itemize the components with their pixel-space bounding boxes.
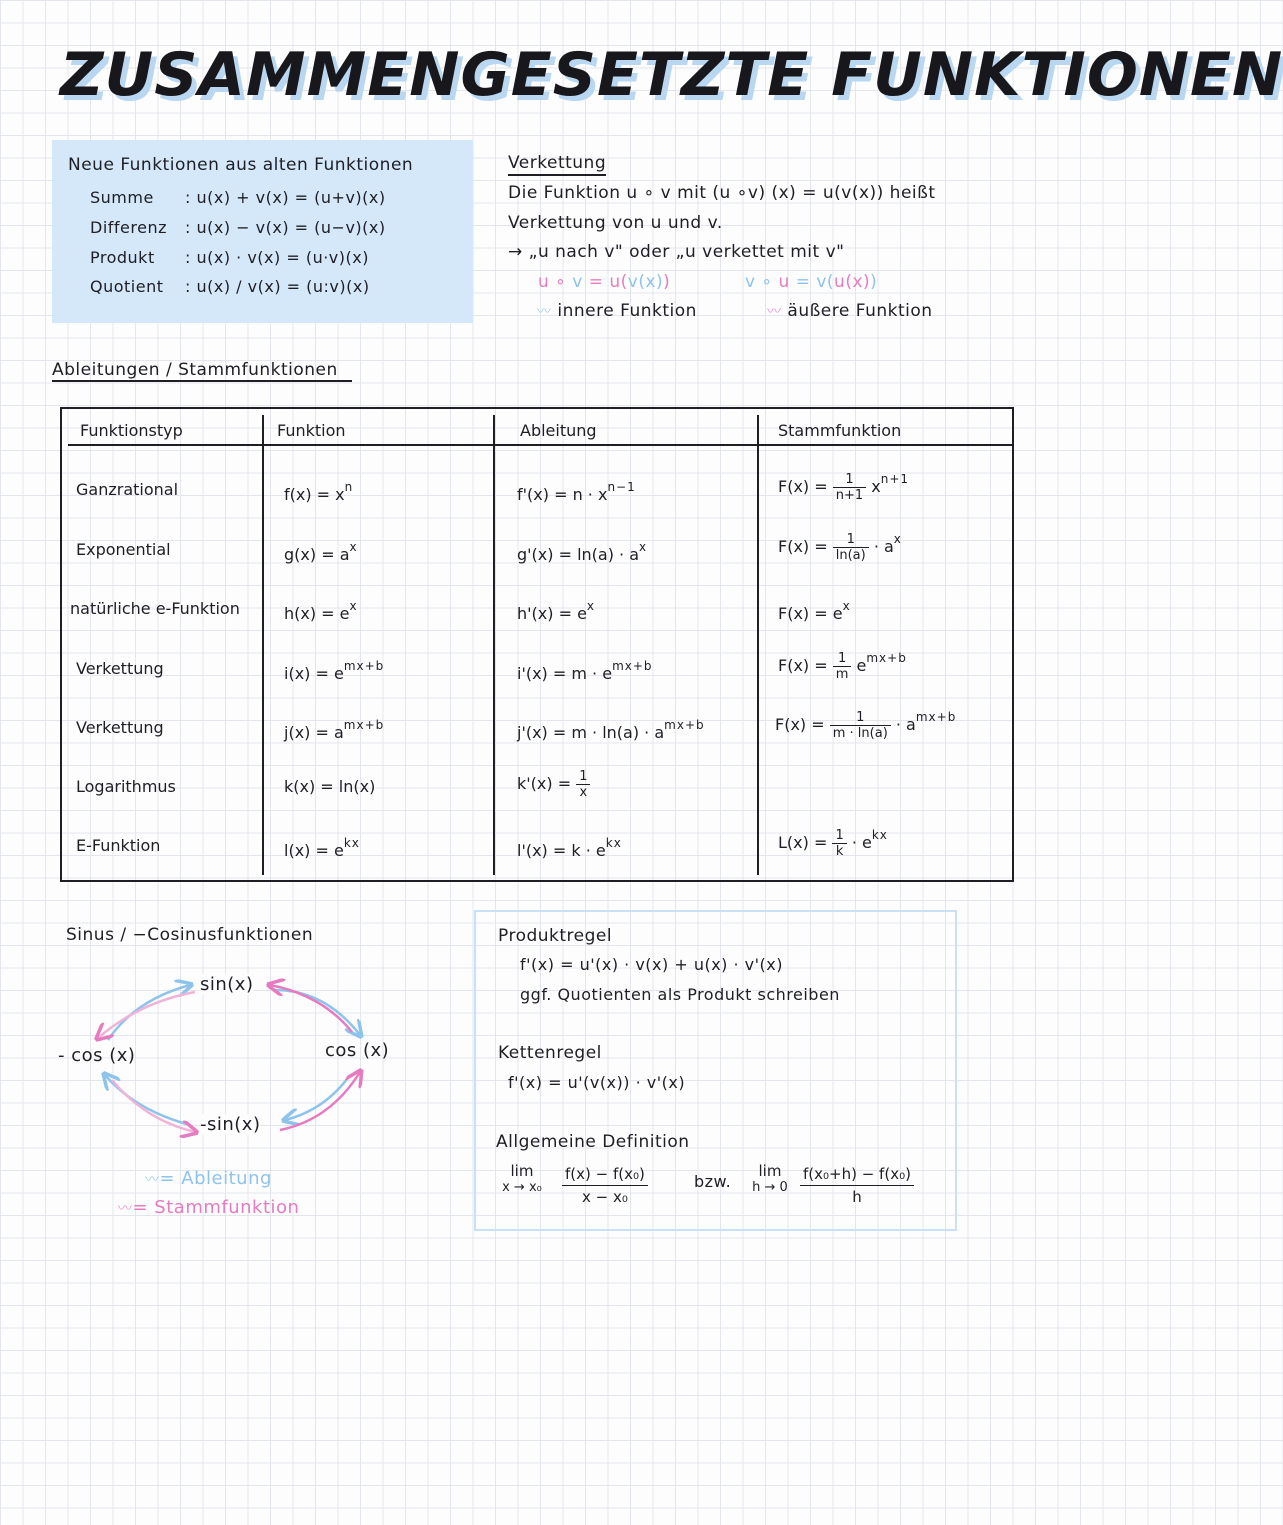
neg-sin-label: -sin(x) [200, 1114, 261, 1135]
row-ableitung: $f'(x) = n \cdot x^{n-1}$ [517, 480, 636, 504]
verkettung-line1: Die Funktion u ∘ v mit (u ∘v) (x) = u(v(x)) heißt [508, 183, 936, 203]
differenz-formula: : u(x) − v(x) = (u−v)(x) [185, 218, 386, 237]
produktregel-heading: Produktregel [498, 926, 613, 946]
definition-heading: Allgemeine Definition [496, 1132, 690, 1152]
arrow-sin-to-negcos [98, 992, 195, 1038]
row-stammfunktion: F(x) = $\frac{1}{n+1}$ $x^{n+1}$ [778, 472, 910, 503]
row-ableitung: $i'(x) = m \cdot e^{mx+b}$ [517, 659, 653, 683]
cos-label: cos (x) [325, 1040, 390, 1061]
row-typ: Exponential [76, 540, 171, 559]
verkettung-example-2: v ∘ u = v(u(x)) [745, 272, 878, 292]
verkettung-example-1: u ∘ v = u(v(x)) [538, 272, 671, 292]
lim-1: lim x → x₀ [502, 1162, 542, 1195]
row-funktion: $g(x) = a^x$ [284, 540, 358, 564]
lim-2: lim h → 0 [752, 1162, 788, 1195]
header-funktionstyp: Funktionstyp [80, 421, 183, 440]
produktregel-formula: f'(x) = u'(x) · v(x) + u(x) · v'(x) [520, 955, 783, 974]
row-ableitung: $l'(x) = k \cdot e^{kx}$ [517, 836, 622, 860]
quotient-label: Quotient [90, 277, 164, 296]
summe-formula: : u(x) + v(x) = (u+v)(x) [185, 188, 386, 207]
produkt-label: Produkt [90, 248, 155, 267]
header-stammfunktion: Stammfunktion [778, 421, 902, 440]
wave-blue-icon: 〰 [537, 304, 552, 320]
quotient-formula: : u(x) / v(x) = (u:v)(x) [185, 277, 370, 296]
row-stammfunktion: L(x) = $\frac{1}{k}$ · $e^{kx}$ [778, 828, 888, 859]
neue-funktionen-heading: Neue Funktionen aus alten Funktionen [68, 155, 414, 175]
row-funktion: $j(x) = a^{mx+b}$ [284, 718, 385, 742]
row-ableitung: $g'(x) = \ln(a) \cdot a^x$ [517, 540, 648, 564]
row-stammfunktion: F(x) = $\frac{1}{m \cdot \ln(a)}$ · $a^{mx+b}$ [775, 710, 957, 741]
row-ableitung: $j'(x) = m \cdot \ln(a) \cdot a^{mx+b}$ [517, 718, 705, 742]
arrow-cos-to-sin [270, 985, 352, 1032]
ableitungen-heading: Ableitungen / Stammfunktionen [52, 360, 352, 382]
table-divider [757, 415, 759, 875]
row-typ: Ganzrational [76, 480, 179, 499]
row-funktion: $l(x) = e^{kx}$ [284, 836, 360, 860]
definition-fraction-2: $\frac{\text{f(x₀+h) − f(x₀)}}{h}$ [800, 1163, 914, 1208]
arrow-negcos-to-negsin [112, 1080, 195, 1132]
row-typ: Verkettung [76, 718, 164, 737]
row-funktion: $i(x) = e^{mx+b}$ [284, 659, 385, 683]
wave-blue-icon: 〰 [145, 1172, 160, 1188]
row-funktion: k(x) = ln(x) [284, 777, 376, 796]
produktregel-note: ggf. Quotienten als Produkt schreiben [520, 985, 840, 1004]
arrow-negcos-to-sin [108, 985, 190, 1040]
verkettung-line3: → „u nach v" oder „u verkettet mit v" [508, 242, 845, 262]
sinus-heading: Sinus / −Cosinusfunktionen [66, 925, 314, 945]
definition-fraction-1: $\frac{\text{f(x) − f(x₀)}}{\text{x − x₀}}$ [562, 1163, 648, 1208]
kettenregel-formula: f'(x) = u'(v(x)) · v'(x) [508, 1073, 686, 1092]
table-divider [493, 415, 495, 875]
verkettung-heading: Verkettung [508, 153, 606, 173]
row-stammfunktion: $F(x) = e^x$ [778, 599, 851, 623]
row-stammfunktion: F(x) = $\frac{1}{m}$ $e^{mx+b}$ [778, 651, 907, 682]
row-typ: Logarithmus [76, 777, 176, 796]
row-typ: E-Funktion [76, 836, 161, 855]
row-typ: Verkettung [76, 659, 164, 678]
neg-cos-label: - cos (x) [58, 1045, 136, 1066]
row-funktion: $h(x) = e^x$ [284, 599, 358, 623]
kettenregel-heading: Kettenregel [498, 1043, 602, 1063]
header-funktion: Funktion [277, 421, 346, 440]
row-typ: natürliche e-Funktion [70, 599, 240, 618]
row-ableitung: $h'(x) = e^x$ [517, 599, 596, 623]
table-header-line [68, 444, 1012, 446]
legend-ableitung: 〰= Ableitung [145, 1168, 272, 1189]
table-divider [262, 415, 264, 875]
header-ableitung: Ableitung [520, 421, 597, 440]
differenz-label: Differenz [90, 218, 167, 237]
row-funktion: $f(x) = x^n$ [284, 480, 354, 504]
wave-pink-icon: 〰 [118, 1201, 133, 1217]
produkt-formula: : u(x) · v(x) = (u·v)(x) [185, 248, 369, 267]
verkettung-line2: Verkettung von u und v. [508, 213, 723, 233]
row-stammfunktion: F(x) = $\frac{1}{\ln(a)}$ · $a^x$ [778, 532, 902, 563]
wave-pink-icon: 〰 [767, 304, 782, 320]
sin-label: sin(x) [200, 974, 254, 995]
legend-stammfunktion: 〰= Stammfunktion [118, 1197, 300, 1218]
legend-inner: 〰 innere Funktion [537, 301, 697, 321]
summe-label: Summe [90, 188, 154, 207]
row-ableitung: k'(x) = $\frac{1}{x}$ [517, 769, 590, 800]
page-title: ZUSAMMENGESETZTE FUNKTIONEN [60, 40, 1283, 110]
arrow-negsin-to-cos [280, 1072, 360, 1130]
legend-outer: 〰 äußere Funktion [767, 301, 933, 321]
arrow-negsin-to-negcos [105, 1075, 190, 1125]
bzw-label: bzw. [694, 1172, 732, 1191]
